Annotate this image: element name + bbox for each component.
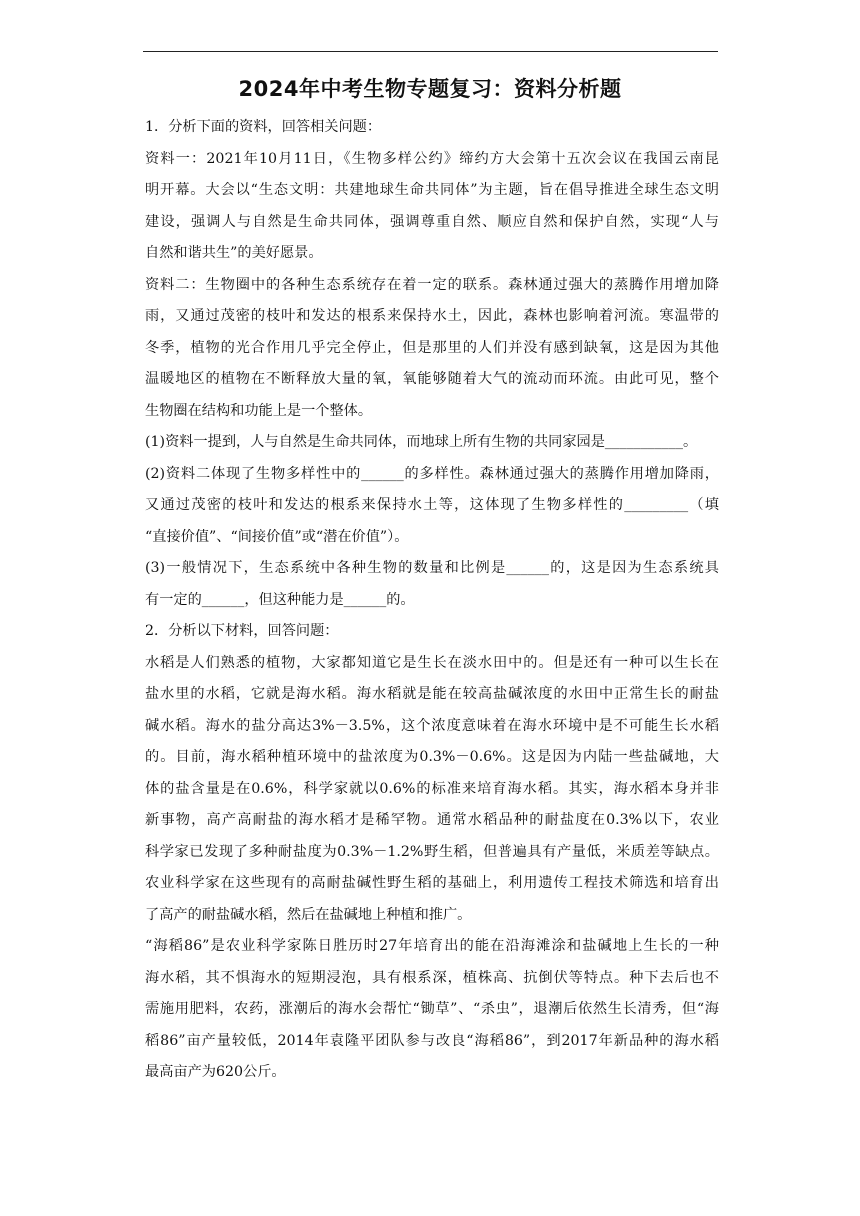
sub-question-3: 有一定的______，但这种能力是______的。 xyxy=(145,591,415,608)
material-paragraph-line: 盐水里的水稻，它就是海水稻。海水稻就是能在较高盐碱浓度的水田中正常生长的耐盐 xyxy=(145,686,719,702)
sub-question-2: 又通过茂密的枝叶和发达的根系来保持水土等，这体现了生物多样性的_________（填 xyxy=(145,497,719,513)
sub-question-3: (3)一般情况下，生态系统中各种生物的数量和比例是______的，这是因为生态系统具 xyxy=(145,560,719,576)
question-1-heading: 1．分析下面的资料，回答相关问题： xyxy=(145,119,382,135)
sub-question-2: (2)资料二体现了生物多样性中的______的多样性。森林通过强大的蒸腾作用增加降雨， xyxy=(145,465,719,482)
material-2-line: 资料二：生物圈中的各种生态系统存在着一定的联系。森林通过强大的蒸腾作用增加降 xyxy=(145,276,719,293)
material-paragraph-line: 科学家已发现了多种耐盐度为0.3%－1.2%野生稻，但普遍具有产量低，米质差等缺点。 xyxy=(145,843,719,860)
material-paragraph-line: 水稻是人们熟悉的植物，大家都知道它是生长在淡水田中的。但是还有一种可以生长在 xyxy=(145,654,719,671)
material-paragraph-line: 的。目前，海水稻种植环境中的盐浓度为0.3%－0.6%。这是因为内陆一些盐碱地，大 xyxy=(145,749,719,765)
material-1-line: 资料一：2021年10月11日，《生物多样公约》缔约方大会第十五次会议在我国云南昆 xyxy=(145,150,719,167)
material-1-line: 自然和谐共生”的美好愿景。 xyxy=(145,245,323,261)
material-2-line: 生物圈在结构和功能上是一个整体。 xyxy=(145,402,373,419)
haidao-paragraph-line: “海稻86”是农业科学家陈日胜历时27年培育出的能在沿海滩涂和盐碱地上生长的一种 xyxy=(145,938,719,954)
material-paragraph-line: 了高产的耐盐碱水稻，然后在盐碱地上种植和推广。 xyxy=(145,906,472,923)
haidao-paragraph-line: 海水稻，其不惧海水的短期浸泡，具有根系深，植株高、抗倒伏等特点。种下去后也不 xyxy=(145,969,719,986)
sub-question-1: (1)资料一提到，人与自然是生命共同体，而地球上所有生物的共同家园是___________。 xyxy=(145,434,698,450)
material-2-line: 冬季，植物的光合作用几乎完全停止，但是那里的人们并没有感到缺氧，这是因为其他 xyxy=(145,339,719,356)
material-paragraph-line: 碱水稻。海水的盐分高达3%－3.5%，这个浓度意味着在海水环境中是不可能生长水稻 xyxy=(145,717,719,734)
material-2-line: 雨，又通过茂密的枝叶和发达的根系来保持水土，因此，森林也影响着河流。寒温带的 xyxy=(145,308,719,324)
material-paragraph-line: 新事物，高产高耐盐的海水稻才是稀罕物。通常水稻品种的耐盐度在0.3%以下，农业 xyxy=(145,812,719,828)
document-title: 2024年中考生物专题复习：资料分析题 xyxy=(238,77,622,101)
sub-question-2: “直接价值”、“间接价值”或“潜在价值”）。 xyxy=(145,528,409,545)
haidao-paragraph-line: 稻86”亩产量较低，2014年袁隆平团队参与改良“海稻86”，到2017年新品种的海水稻 xyxy=(145,1032,719,1049)
header-rule xyxy=(143,51,718,52)
document-body xyxy=(145,112,719,1089)
material-paragraph-line: 体的盐含量是在0.6%，科学家就以0.6%的标准来培育海水稻。其实，海水稻本身并非 xyxy=(145,780,719,797)
material-2-line: 温暖地区的植物在不断释放大量的氧，氧能够随着大气的流动而环流。由此可见，整个 xyxy=(145,371,719,387)
haidao-paragraph-line: 最高亩产为620公斤。 xyxy=(145,1064,286,1080)
material-paragraph-line: 农业科学家在这些现有的高耐盐碱性野生稻的基础上，利用遗传工程技术筛选和培育出 xyxy=(145,875,719,891)
question-2-heading: 2．分析以下材料，回答问题： xyxy=(145,623,339,639)
haidao-paragraph-line: 需施用肥料，农药，涨潮后的海水会帮忙“锄草”、“杀虫”，退潮后依然生长清秀，但“海 xyxy=(145,1001,719,1017)
material-1-line: 明开幕。大会以“生态文明：共建地球生命共同体”为主题，旨在倡导推进全球生态文明 xyxy=(145,182,719,198)
material-1-line: 建设，强调人与自然是生命共同体，强调尊重自然、顺应自然和保护自然，实现“人与 xyxy=(145,213,719,230)
